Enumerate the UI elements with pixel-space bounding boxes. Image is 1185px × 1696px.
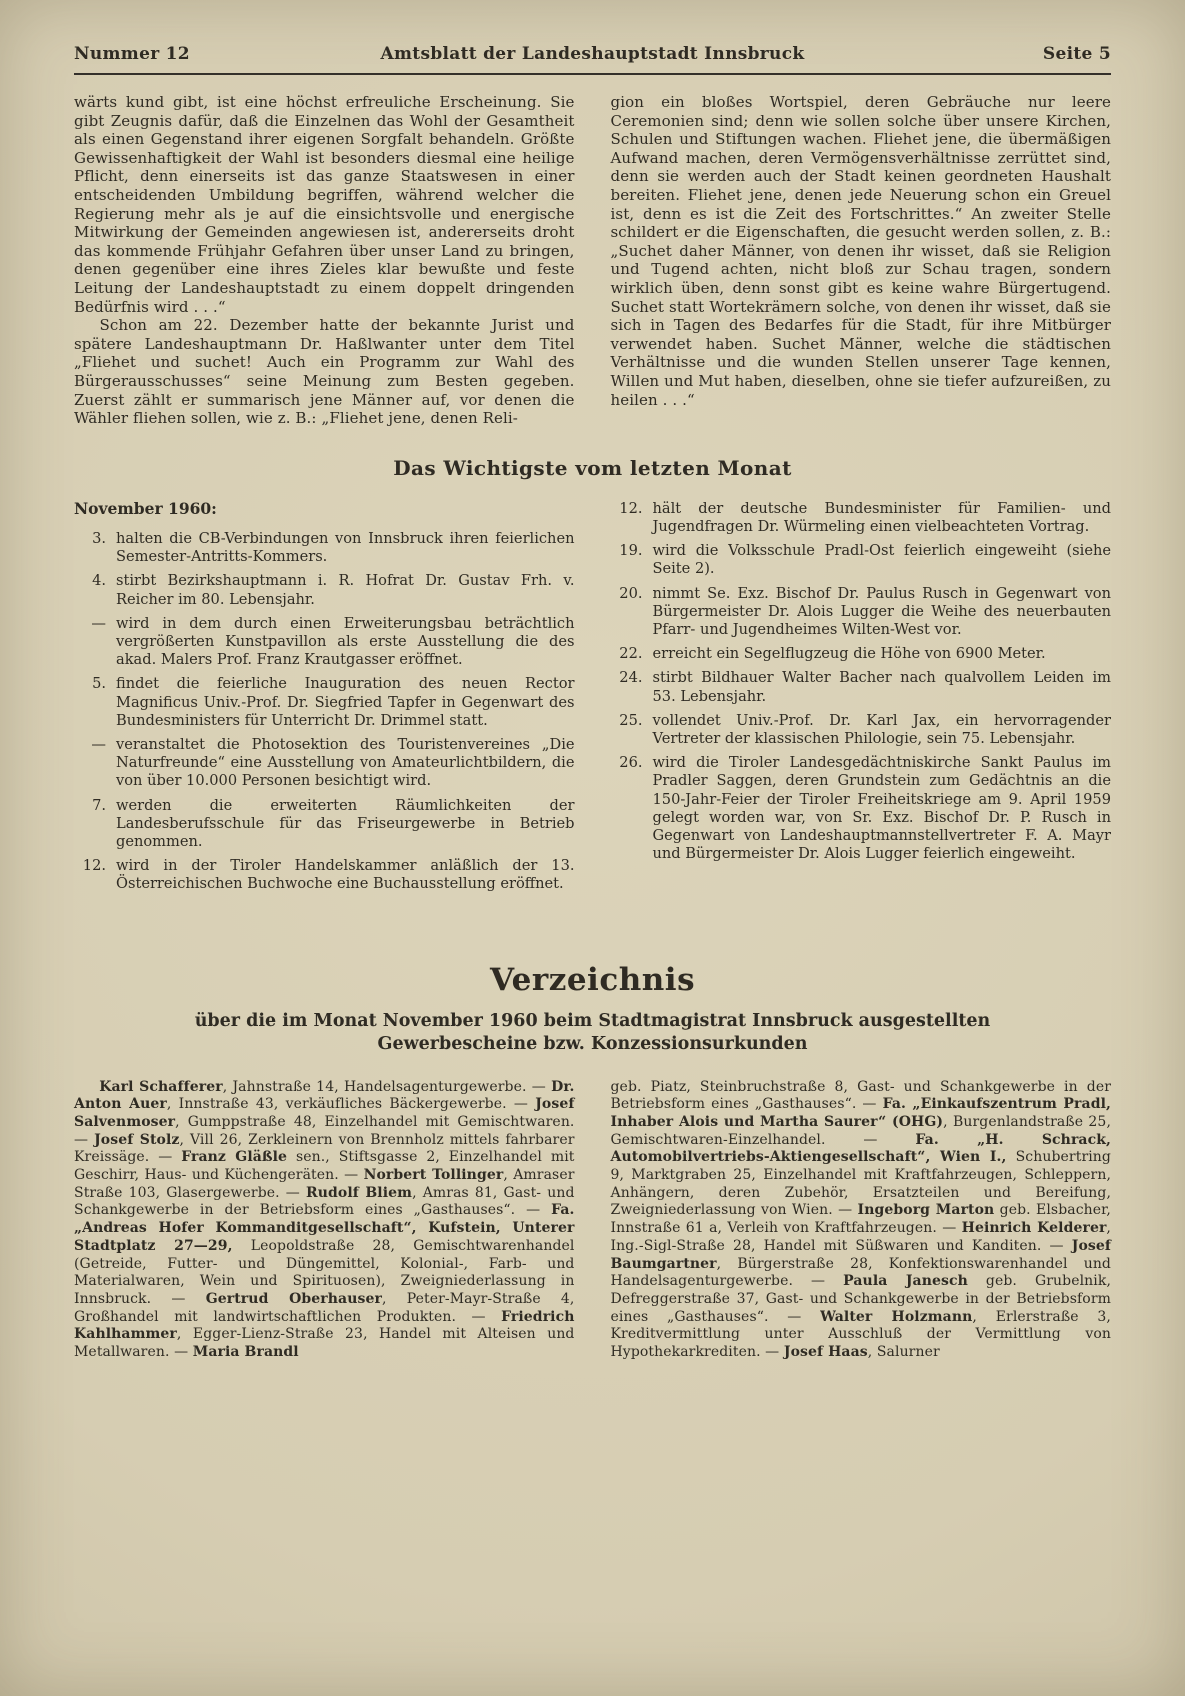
month-list-item [74,736,575,791]
item-text: stirbt Bezirkshauptmann i. R. Hofrat Dr. Gustav Frh. v. Reicher im 80. Lebensjahr. [116,572,575,608]
lead-article-right-column [611,93,1112,428]
body-paragraph: gion ein bloßes Wortspiel, deren Gebräuche nur leere Ceremonien sind; denn wie sollen solche über unsere Kirchen, Schulen und Stiftungen wachen. Fliehet jene, die übermäßigen Aufwand machen, deren Vermögensverhältnisse zerrüttet sind, denn sie werden auch der Stadt keinen geordneten Haushalt bereiten. Fliehet jene, denen jede Neuerung schon ein Greuel ist, denn es ist die Zeit des Fortschrittes.“ An zweiter Stelle schildert er die Eigenschaften, die gesucht werden sollen, z. B.: „Suchet daher Männer, von denen ihr wisset, daß sie Religion und Tugend achten, nicht bloß zur Schau tragen, sondern wirklich üben, denn sonst gibt es keine wahre Bürgertugend. Suchet statt Wortekrämern solche, von denen ihr wisset, daß sie sich in Tagen des Bedarfes für die Stadt, für ihre Mitbürger verwendet haben. Suchet Männer, welche die städtischen Verhältnisse und die wunden Stellen unserer Tage kennen, Willen und Mut haben, dieselben, ohne sie tiefer aufzureißen, zu heilen . . .“ [610,93,1111,409]
month-list-item [74,572,575,608]
month-left-column [74,500,575,900]
item-day: 20. [619,584,643,602]
month-list-item [74,857,575,893]
item-text: hält der deutsche Bundesminister für Familien- und Jugendfragen Dr. Würmeling einen vielbeachteten Vortrag. [652,499,1111,535]
masthead-title: Amtsblatt der Landeshauptstadt Innsbruck [380,44,805,64]
month-list-item [611,585,1112,640]
item-day: 7. [92,796,106,814]
page-header [74,44,1111,64]
month-list-item [611,712,1112,748]
month-list-item [74,675,575,730]
month-list-item [611,500,1112,536]
month-right-column [611,500,1112,900]
month-list-item [611,645,1112,663]
item-day: 4. [92,572,106,590]
month-list-item [74,615,575,670]
lead-article-left-column [74,93,575,428]
item-text: erreicht ein Segelflugzeug die Höhe von 6900 Meter. [652,645,1046,663]
section-heading-monat: Das Wichtigste vom letzten Monat [393,455,792,480]
item-text: wird die Tiroler Landesgedächtniskirche Sankt Paulus im Pradler Saggen, deren Grundstein zum Gedächtnis an die 150-Jahr-Feier der Tiroler Freiheitskriege am 9. April 1959 gelegt worden war, von Sr. Exz. Bischof Dr. P. Rusch in Gegenwart von Landeshauptmannstellvertreter F. A. Mayr und Bürgermeister Dr. Alois Lugger feierlich eingeweiht. [652,754,1111,863]
header-rule [74,73,1111,75]
page-number: Seite 5 [1042,44,1111,64]
register-subtitle [74,1010,1111,1057]
register-subtitle-line1: über die im Monat November 1960 beim Stadtmagistrat Innsbruck ausgestellten [194,1010,991,1031]
item-day: 3. [92,529,106,547]
item-text: wird in dem durch einen Erweiterungsbau beträchtlich vergrößerten Kunstpavillon als erste Ausstellung die des akad. Malers Prof. Franz Krautgasser eröffnet. [116,614,575,669]
month-review [74,500,1111,900]
item-day: 12. [82,857,106,875]
month-list-item [611,542,1112,578]
item-text: findet die feierliche Inauguration des neuen Rector Magnificus Univ.-Prof. Dr. Siegfried Tapfer in Gegenwart des Bundesministers für Unterricht Dr. Drimmel statt. [116,675,575,729]
item-text: wird die Volksschule Pradl-Ost feierlich eingeweiht (siehe Seite 2). [652,542,1111,578]
register-right-column: geb. Piatz, Steinbruchstraße 8, Gast- und Schankgewerbe in der Betriebsform eines „Gasthauses“. — Fa. „Einkaufszentrum Pradl, Inhaber Alois und Martha Saurer“ (OHG), Burgenlandstraße 25, Gemischtwaren-Einzelhandel. — Fa. „H. Schrack, Automobilvertriebs-Aktiengesellschaft“, Wien I., Schubertring 9, Marktgraben 25, Einzelhandel mit Kraftfahrzeugen, Schleppern, Anhängern, deren Zubehör, Ersatzteilen und Bereifung, Zweigniederlassung von Wien. — Ingeborg Marton geb. Elsbacher, Innstraße 61 a, Verleih von Kraftfahrzeugen. — Heinrich Kelderer, Ing.-Sigl-Straße 28, Handel mit Süßwaren und Kanditen. — Josef Baumgartner, Bürgerstraße 28, Konfektionswarenhandel und Handelsagenturgewerbe. — Paula Janesch geb. Grubelnik, Defreggerstraße 37, Gast- und Schankgewerbe in der Betriebsform eines „Gasthauses“. — Walter Holzmann, Erlerstraße 3, Kreditvermittlung unter Ausschluß der Vermittlung von Hypothekarkrediten. — Josef Haas, Salurner [610,1078,1111,1361]
item-text: vollendet Univ.-Prof. Dr. Karl Jax, ein hervorragender Vertreter der klassischen Philologie, sein 75. Lebensjahr. [652,711,1111,747]
body-paragraph: Schon am 22. Dezember hatte der bekannte Jurist und spätere Landeshauptmann Dr. Haßlwanter unter dem Titel „Fliehet und suchet! Auch ein Programm zur Wahl des Bürgerausschusses“ seine Meinung zum Besten gegeben. Zuerst zählt er summarisch jene Männer auf, vor denen die Wähler fliehen sollen, wie z. B.: „Fliehet jene, denen Reli- [74,316,575,428]
month-list-item [74,797,575,852]
register-subtitle-line2: Gewerbescheine bzw. Konzessionsurkunden [377,1034,808,1055]
month-list-item [611,754,1112,863]
item-text: stirbt Bildhauer Walter Bacher nach qualvollem Leiden im 53. Lebensjahr. [652,669,1111,705]
item-day: 22. [619,645,643,663]
register-left-column: Karl Schafferer, Jahnstraße 14, Handelsagenturgewerbe. — Dr. Anton Auer, Innstraße 43, verkäufliches Bäckergewerbe. — Josef Salvenmoser, Gumppstraße 48, Einzelhandel mit Gemischtwaren. — Josef Stolz, Vill 26, Zerkleinern von Brennholz mittels fahrbarer Kreissäge. — Franz Gläßle sen., Stiftsgasse 2, Einzelhandel mit Geschirr, Haus- und Küchengeräten. — Norbert Tollinger, Amraser Straße 103, Glasergewerbe. — Rudolf Bliem, Amras 81, Gast- und Schankgewerbe in der Betriebsform eines „Gasthauses“. — Fa. „Andreas Hofer Kommanditgesellschaft“, Kufstein, Unterer Stadtplatz 27—29, Leopoldstraße 28, Gemischtwarenhandel (Getreide, Futter- und Düngemittel, Kolonial-, Farb- und Materialwaren, Wein und Spirituosen), Zweigniederlassung in Innsbruck. — Gertrud Oberhauser, Peter-Mayr-Straße 4, Großhandel mit landwirtschaftlichen Produkten. — Friedrich Kahlhammer, Egger-Lienz-Straße 23, Handel mit Alteisen und Metallwaren. — Maria Brandl [74,1078,575,1361]
register-title: Verzeichnis [489,961,696,998]
item-day: 25. [619,711,643,729]
item-text: halten die CB-Verbindungen von Innsbruck ihren feierlichen Semester-Antritts-Kommers. [116,529,575,566]
item-day: — [91,735,106,753]
month-label: November 1960: [74,498,217,518]
lead-article [74,93,1111,428]
item-day: 12. [619,499,643,517]
item-text: veranstaltet die Photosektion des Touristenvereines „Die Naturfreunde“ eine Ausstellung von Amateurlichtbildern, die von über 10.000 Personen besichtigt wird. [116,735,575,790]
issue-number: Nummer 12 [74,44,190,64]
item-day: 5. [92,675,106,693]
item-day: 24. [619,669,643,687]
month-list-item [611,669,1112,705]
month-list-item [74,530,575,566]
item-text: werden die erweiterten Räumlichkeiten der Landesberufsschule für das Friseurgewerbe in Betrieb genommen. [116,796,575,850]
item-day: 19. [619,542,643,560]
register-body [74,1079,1111,1362]
item-text: nimmt Se. Exz. Bischof Dr. Paulus Rusch in Gegenwart von Bürgermeister Dr. Alois Lugger die Weihe des neuerbauten Pfarr- und Jugendheimes Wilten-West vor. [652,584,1111,638]
item-day: — [91,614,106,632]
item-day: 26. [619,754,643,772]
item-text: wird in der Tiroler Handelskammer anläßlich der 13. Österreichischen Buchwoche eine Buchausstellung eröffnet. [116,857,575,893]
body-paragraph: wärts kund gibt, ist eine höchst erfreuliche Erscheinung. Sie gibt Zeugnis dafür, daß die Einzelnen das Wohl der Gesamtheit als einen Gegenstand ihrer eigenen Sorgfalt behandeln. Größte Gewissenhaftigkeit der Wahl ist besonders diesmal eine heilige Pflicht, denn einerseits ist das ganze Staatswesen in einer entscheidenden Umbildung begriffen, während welcher die Regierung mehr als je auf die einsichtsvolle und energische Mitwirkung der Gemeinden angewiesen ist, andererseits droht das kommende Frühjahr Gefahren über unser Land zu bringen, denen gegenüber eine ihres Zieles klar bewußte und feste Leitung der Landeshauptstadt zu einem doppelt dringenden Bedürfnis wird . . .“ [74,93,575,316]
